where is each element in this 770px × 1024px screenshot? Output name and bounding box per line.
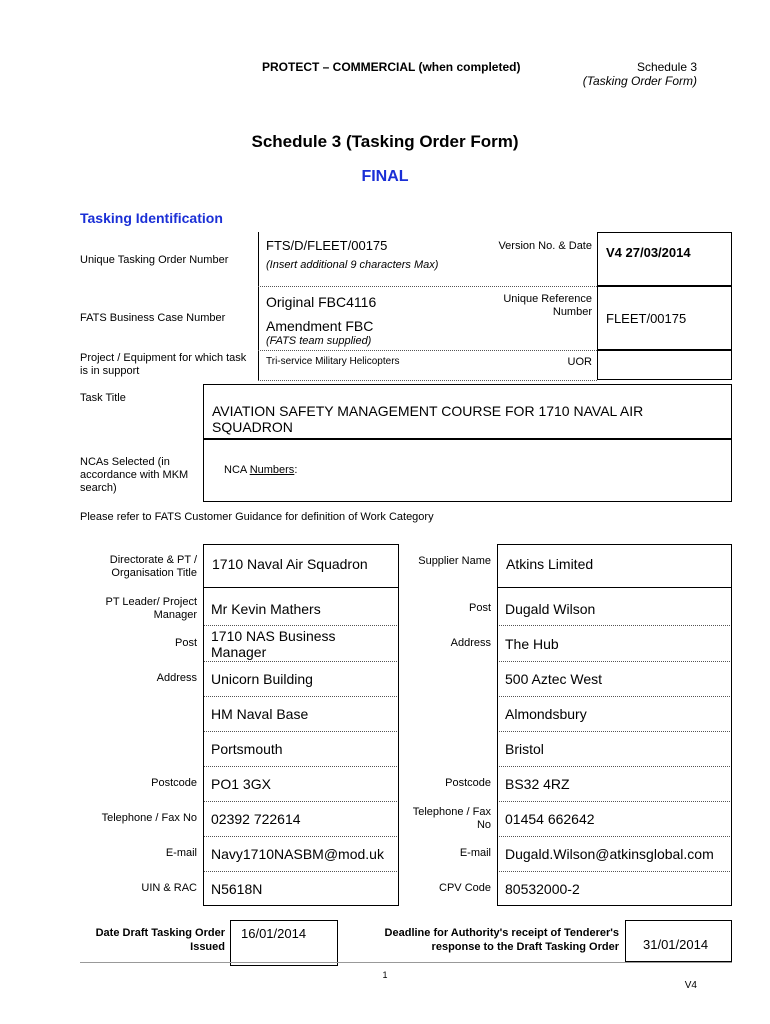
nca-colon: : [294,464,298,476]
supplier-post-label: Post [468,602,491,614]
address-label: Address [156,672,197,684]
version-label: Version No. & Date [498,240,592,252]
task-title-label: Task Title [80,392,126,404]
post-value: 1710 NAS Business Manager [211,628,336,660]
unique-order-note: (Insert additional 9 characters Max) [266,259,439,271]
post-label: Post [174,637,197,649]
supplier-address-label: Address [450,637,491,649]
refer-note: Please refer to FATS Customer Guidance for definition of Work Category [80,511,434,523]
version-value: V4 27/03/2014 [597,232,732,286]
supplier-telephone-value: 01454 662642 [505,811,595,827]
column-divider [258,232,260,380]
supplier-email-value: Dugald.Wilson@atkinsglobal.com [505,846,714,862]
supplier-address-2: 500 Aztec West [505,671,603,687]
protect-marking: PROTECT – COMMERCIAL (when completed) [262,60,521,74]
fats-note: (FATS team supplied) [266,335,372,347]
leader-value: Mr Kevin Mathers [211,601,321,617]
schedule-subtitle: (Tasking Order Form) [582,74,697,88]
cpv-value: 80532000-2 [505,881,580,897]
fats-value-original: Original FBC4116 [266,294,377,310]
nca-numbers: Numbers [249,464,295,476]
section-heading: Tasking Identification [80,210,223,226]
nca-prefix: NCA [224,464,250,476]
uin-value: N5618N [211,881,263,897]
supplier-grid-border [497,588,732,906]
authority-grid-border [203,588,399,906]
row-divider [258,350,597,351]
supplier-name-label: Supplier Name [418,555,491,567]
unique-order-label: Unique Tasking Order Number [80,254,229,266]
schedule-label: Schedule 3 [636,60,697,74]
supplier-email-label: E-mail [459,847,491,859]
deadline-value: 31/01/2014 [625,920,732,962]
reference-label: Unique Reference Number [503,293,592,318]
fats-label: FATS Business Case Number [80,312,226,324]
nca-box [203,439,732,502]
email-label: E-mail [165,847,197,859]
email-value: Navy1710NASBM@mod.uk [211,846,384,862]
page-number: 1 [382,970,388,980]
deadline-label: Deadline for Authority's receipt of Tenderer's response to the Draft Tasking Order [384,927,619,953]
telephone-label: Telephone / Fax No [101,812,197,824]
postcode-label: Postcode [151,777,197,789]
reference-value: FLEET/00175 [597,286,732,350]
postcode-value: PO1 3GX [211,776,271,792]
supplier-postcode-label: Postcode [445,777,491,789]
row-divider [258,286,597,287]
footer-version: V4 [684,980,697,991]
draft-date-value: 16/01/2014 [230,920,338,966]
directorate-value: 1710 Naval Air Squadron [203,544,399,588]
uin-label: UIN & RAC [141,882,197,894]
supplier-post-value: Dugald Wilson [505,601,596,617]
supplier-telephone-label: Telephone / Fax No [412,806,491,831]
address-3: Portsmouth [211,741,283,757]
project-value: Tri-service Military Helicopters [266,356,400,367]
cpv-label: CPV Code [439,882,491,894]
row-divider [258,380,597,381]
supplier-name-value: Atkins Limited [497,544,732,588]
address-2: HM Naval Base [211,706,309,722]
address-1: Unicorn Building [211,671,313,687]
footer-rule [80,962,732,963]
status-badge: FINAL [361,168,409,185]
unique-order-value: FTS/D/FLEET/00175 [266,238,388,253]
task-title-value: AVIATION SAFETY MANAGEMENT COURSE FOR 1710 NAVAL AIR SQUADRON [203,384,732,439]
project-label: Project / Equipment for which task is in support [80,352,247,377]
ncas-label: NCAs Selected (in accordance with MKM search) [80,456,189,494]
supplier-address-1: The Hub [505,636,559,652]
supplier-address-4: Bristol [505,741,544,757]
leader-label: PT Leader/ Project Manager [105,596,197,621]
draft-date-label: Date Draft Tasking Order Issued [95,927,225,953]
uor-label: UOR [567,356,592,368]
uor-value [597,350,732,380]
directorate-label: Directorate & PT / Organisation Title [109,554,197,579]
fats-value-amendment: Amendment FBC [266,318,374,334]
telephone-value: 02392 722614 [211,811,301,827]
supplier-address-3: Almondsbury [505,706,587,722]
supplier-postcode-value: BS32 4RZ [505,776,570,792]
page-title: Schedule 3 (Tasking Order Form) [251,132,519,151]
